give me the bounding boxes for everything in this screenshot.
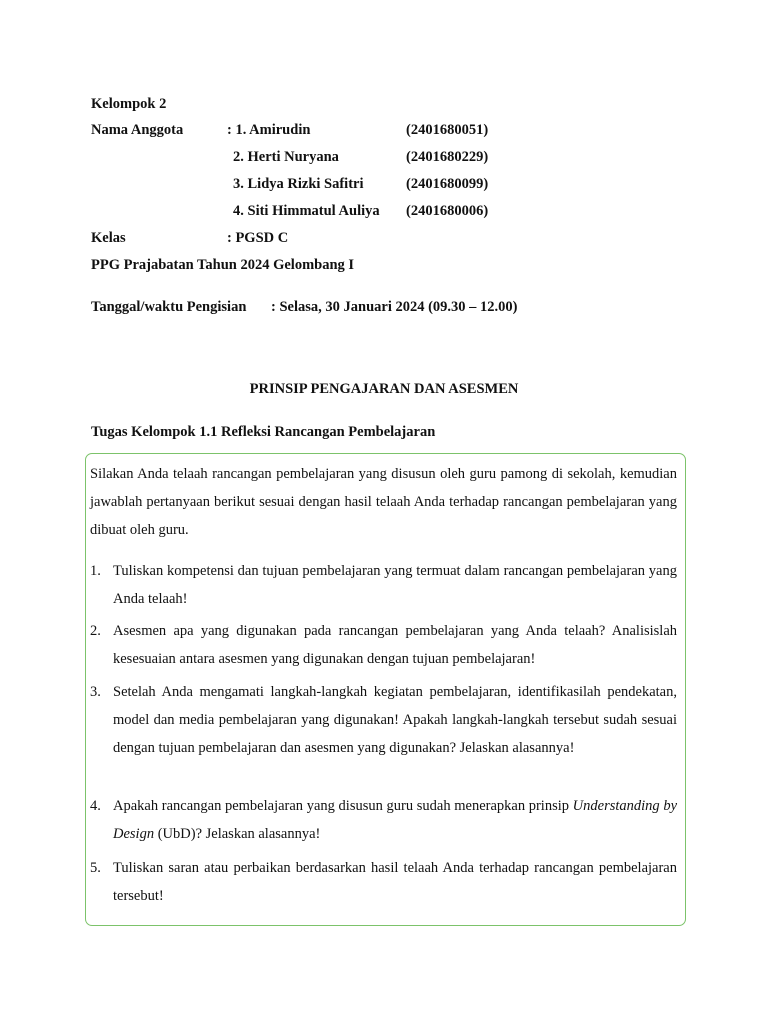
member-name: 4. Siti Himmatul Auliya	[233, 203, 380, 219]
question-item	[90, 678, 677, 762]
class-label: Kelas	[91, 230, 126, 246]
ubd-term: Understanding by Design	[113, 798, 678, 842]
members-label: Nama Anggota	[91, 122, 184, 138]
member-nim: (2401680229)	[406, 149, 489, 165]
question-text: Tuliskan kompetensi dan tujuan pembelajaran yang termuat dalam rancangan pembelajaran yang Anda telaah!	[113, 563, 677, 607]
question-item	[90, 617, 677, 673]
question-number: 3.	[90, 684, 101, 700]
member-name: 2. Herti Nuryana	[233, 149, 339, 165]
question-text: Setelah Anda mengamati langkah-langkah kegiatan pembelajaran, identifikasilah pendekatan, model dan media pembelajaran yang digunakan! Apakah langkah-langkah tersebut sudah sesuai dengan tujuan pembelajaran dan asesmen yang digunakan? Jelaskan alasannya!	[113, 684, 677, 756]
question-text: Asesmen apa yang digunakan pada rancangan pembelajaran yang Anda telaah? Analisislah kesesuaian antara asesmen yang digunakan dengan tujuan pembelajaran!	[113, 623, 677, 667]
date-value: : Selasa, 30 Januari 2024 (09.30 – 12.00)	[271, 299, 518, 315]
question-number: 4.	[90, 798, 101, 814]
member-row	[91, 121, 511, 139]
task-subtitle: Tugas Kelompok 1.1 Refleksi Rancangan Pembelajaran	[91, 424, 436, 440]
member-row	[91, 148, 511, 166]
date-label: Tanggal/waktu Pengisian	[91, 299, 247, 315]
question-item	[90, 792, 677, 848]
member-nim: (2401680099)	[406, 176, 489, 192]
question-item	[90, 557, 677, 613]
question-item	[90, 854, 677, 910]
class-row	[91, 229, 511, 247]
date-row	[91, 298, 591, 316]
program-text: PPG Prajabatan Tahun 2024 Gelombang I	[91, 257, 355, 273]
question-number: 5.	[90, 860, 101, 876]
group-heading	[91, 95, 166, 113]
member-row	[91, 175, 511, 193]
question-number: 1.	[90, 563, 101, 579]
member-nim: (2401680006)	[406, 203, 489, 219]
member-row	[91, 202, 511, 220]
task-intro: Silakan Anda telaah rancangan pembelajaran yang disusun oleh guru pamong di sekolah, kemudian jawablah pertanyaan berikut sesuai dengan hasil telaah Anda terhadap rancangan pembelajaran yang dibuat oleh guru.	[90, 466, 677, 538]
program-line	[91, 256, 354, 274]
question-text: Apakah rancangan pembelajaran yang disusun guru sudah menerapkan prinsip Understanding by Design (UbD)? Jelaskan alasannya!	[113, 798, 678, 842]
class-value: : PGSD C	[227, 230, 289, 246]
group-label: Kelompok 2	[91, 96, 167, 112]
question-text: Tuliskan saran atau perbaikan berdasarkan hasil telaah Anda terhadap rancangan pembelajaran tersebut!	[113, 860, 677, 904]
member-name: 3. Lidya Rizki Safitri	[233, 176, 364, 192]
member-nim: (2401680051)	[406, 122, 489, 138]
member-name: : 1. Amirudin	[227, 122, 311, 138]
page-title: PRINSIP PENGAJARAN DAN ASESMEN	[249, 381, 519, 397]
question-number: 2.	[90, 623, 101, 639]
